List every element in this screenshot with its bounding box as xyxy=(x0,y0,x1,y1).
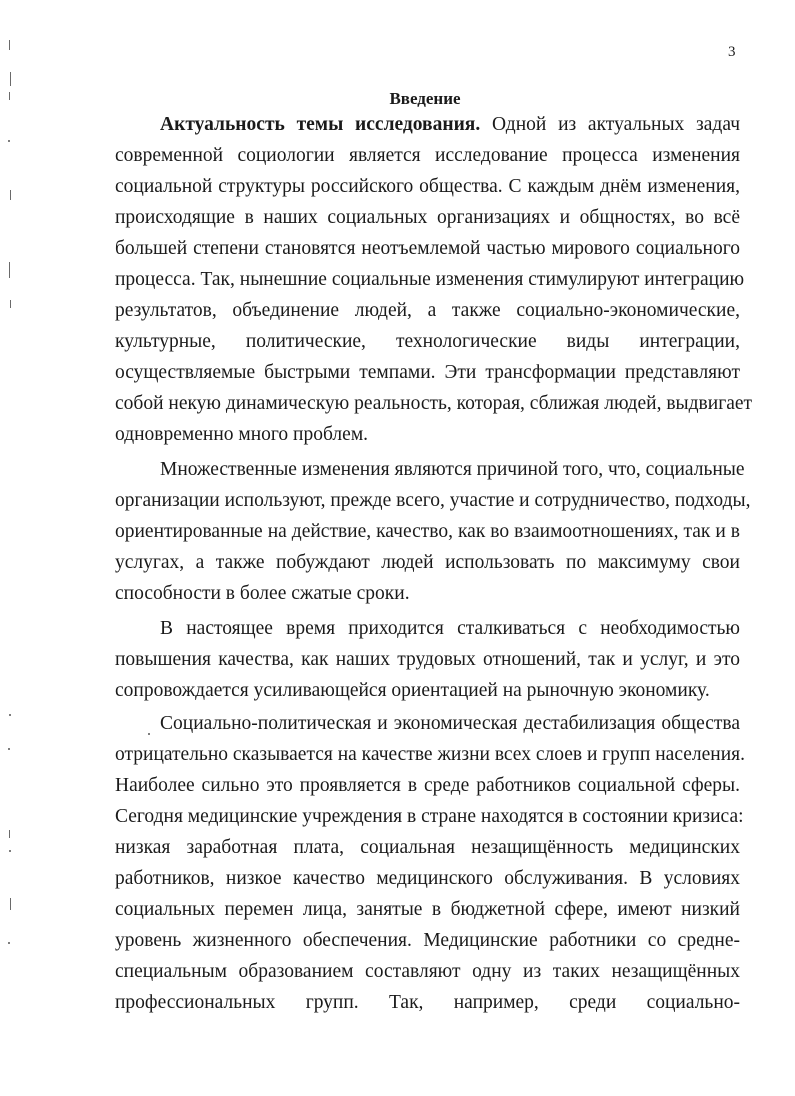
text-line xyxy=(115,743,745,767)
line-text: происходящие в наших социальных организациях и общностях, во всё xyxy=(115,207,740,228)
line-text: Наиболее сильно это проявляется в среде работников социальной сферы. xyxy=(115,775,740,796)
scan-artifact xyxy=(8,140,10,142)
text-line xyxy=(115,392,753,416)
line-text: услугах, а также побуждают людей использовать по максимуму свои xyxy=(115,552,740,573)
text-line xyxy=(160,712,740,736)
line-text: социальных перемен лица, занятые в бюджетной сфере, имеют низкий xyxy=(115,899,740,920)
scan-artifact xyxy=(9,92,10,100)
text-line xyxy=(160,617,740,641)
text-line xyxy=(160,113,740,137)
text-line xyxy=(115,898,740,922)
line-text: сопровождается усиливающейся ориентацией на рыночную экономику. xyxy=(115,680,710,701)
line-text: профессиональных групп. Так, например, среди социально- xyxy=(115,992,740,1013)
line-text: способности в более сжатые сроки. xyxy=(115,583,410,604)
line-text: Сегодня медицинские учреждения в стране находятся в состоянии кризиса: xyxy=(115,806,744,827)
scan-artifact xyxy=(9,714,11,716)
line-text: организации используют, прежде всего, участие и сотрудничество, подходы, xyxy=(115,490,751,511)
lead-phrase: Актуальность темы исследования. xyxy=(160,114,481,135)
line-text: процесса. Так, нынешние социальные изменения стимулируют интеграцию xyxy=(115,269,745,290)
text-line xyxy=(115,299,740,323)
scan-artifact xyxy=(9,830,10,838)
scan-artifact xyxy=(10,190,11,200)
text-line xyxy=(115,867,740,891)
text-line xyxy=(115,268,745,292)
text-line xyxy=(115,679,740,703)
line-text: В настоящее время приходится сталкиваться с необходимостью xyxy=(160,618,740,639)
text-line xyxy=(115,805,744,829)
text-line xyxy=(115,206,740,230)
text-line xyxy=(115,960,740,984)
text-line xyxy=(115,774,740,798)
line-text: Социально-политическая и экономическая дестабилизация общества xyxy=(160,713,740,734)
line-text: социальной структуры российского общества. С каждым днём изменения, xyxy=(115,176,740,197)
line-text: низкая заработная плата, социальная незащищённость медицинских xyxy=(115,837,740,858)
line-text: собой некую динамическую реальность, которая, сближая людей, выдвигает xyxy=(115,393,753,414)
line-text: ориентированные на действие, качество, как во взаимоотношениях, так и в xyxy=(115,521,740,542)
text-line xyxy=(115,836,740,860)
text-line xyxy=(115,551,740,575)
line-text: Одной из актуальных задач xyxy=(480,114,740,135)
scan-artifact xyxy=(9,850,11,852)
text-line xyxy=(115,330,740,354)
text-line xyxy=(115,648,740,672)
line-text: работников, низкое качество медицинского обслуживания. В условиях xyxy=(115,868,740,889)
text-line xyxy=(115,361,740,385)
scan-artifact xyxy=(9,40,10,50)
text-line xyxy=(115,582,740,606)
text-line xyxy=(115,423,740,447)
scan-artifact xyxy=(9,262,10,278)
line-text: специальным образованием составляют одну из таких незащищённых xyxy=(115,961,740,982)
scan-artifact xyxy=(10,300,11,308)
text-line xyxy=(115,520,740,544)
text-line xyxy=(115,237,740,261)
section-heading: Введение xyxy=(389,89,461,108)
scan-artifact xyxy=(8,942,10,944)
scan-artifact xyxy=(148,733,150,735)
text-line xyxy=(115,489,751,513)
text-line xyxy=(160,458,745,482)
scan-artifact xyxy=(8,748,10,750)
text-line xyxy=(115,991,740,1015)
line-text: культурные, политические, технологические виды интеграции, xyxy=(115,331,740,352)
line-text: отрицательно сказывается на качестве жизни всех слоев и групп населения. xyxy=(115,744,745,765)
text-line xyxy=(115,175,740,199)
line-text: одновременно много проблем. xyxy=(115,424,369,445)
line-text: современной социологии является исследование процесса изменения xyxy=(115,145,740,166)
text-line xyxy=(115,929,740,953)
text-line xyxy=(115,144,740,168)
line-text: Множественные изменения являются причиной того, что, социальные xyxy=(160,459,745,480)
line-text: результатов, объединение людей, а также социально-экономические, xyxy=(115,300,740,321)
scan-artifact xyxy=(10,898,11,910)
line-text: осуществляемые быстрыми темпами. Эти трансформации представляют xyxy=(115,362,740,383)
line-text: уровень жизненного обеспечения. Медицинские работники со средне- xyxy=(115,930,740,951)
page-number: 3 xyxy=(728,44,736,60)
line-text: большей степени становятся неотъемлемой частью мирового социального xyxy=(115,238,740,259)
line-text: повышения качества, как наших трудовых отношений, так и услуг, и это xyxy=(115,649,740,670)
scan-artifact xyxy=(10,72,11,86)
